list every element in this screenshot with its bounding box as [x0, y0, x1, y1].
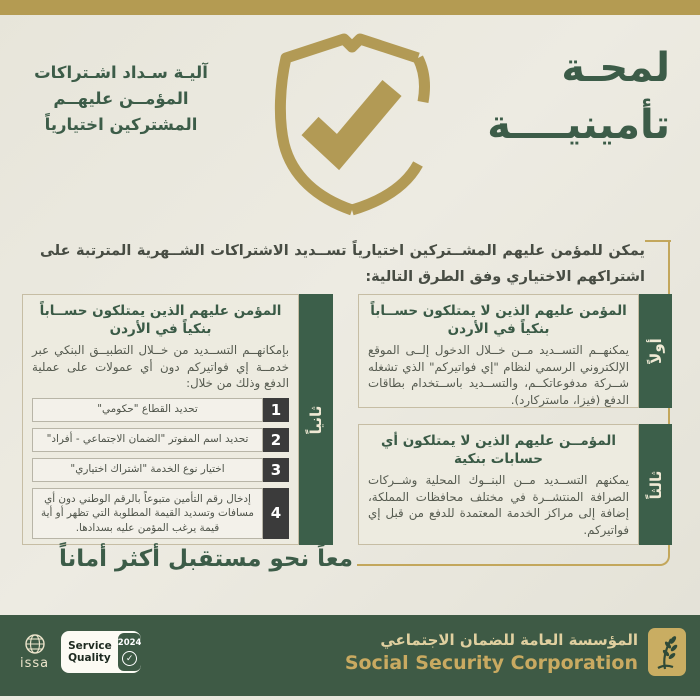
gold-bracket-tick — [645, 240, 671, 242]
org-name-english: Social Security Corporation — [344, 651, 638, 674]
badge-year-panel — [118, 633, 141, 671]
section-first — [358, 294, 672, 408]
footer-left-group — [20, 631, 141, 673]
service-quality-label — [61, 631, 116, 673]
section-first-title: المؤمن عليهم الذين لا يمتلكون حســاباً بنكياً في الأردن — [370, 303, 627, 337]
section-first-body: يمكنهــم التســديد مــن خــلال الدخول إلــى الموقع الإلكتروني الرسمي لنظام "إي فواتيركم" الذي تشغله شــركة مدفوعاتكــم، والتســديد باســتخدام بطاقات الدفع (فيزا، ماستركارد). — [368, 343, 629, 407]
org-identity — [345, 628, 686, 676]
brand-word-1: لمحـة — [561, 45, 670, 91]
top-gold-strip — [0, 0, 700, 15]
shield-check-icon — [272, 26, 432, 218]
brand-title — [487, 40, 670, 154]
section-third-body: يمكنهم التســديد مــن البنــوك المحلية وشــركات الصرافة المنتشــرة في مختلف محافظات المملكة، إضافة إلى مراكز الخدمة المعتمدة للدفع من قبل إي فواتيركم. — [368, 473, 629, 537]
step-number-4: 4 — [263, 488, 289, 540]
section-second-tab — [299, 294, 333, 545]
page-title-line: المشتركين اختيارياً — [44, 115, 198, 134]
section-first-tab-label: أولاً — [646, 338, 665, 364]
service-quality-badge — [61, 631, 141, 673]
org-logo — [648, 628, 686, 676]
section-third-tab — [639, 424, 672, 545]
footer-bar — [0, 615, 700, 696]
step-text-3: اختيار نوع الخدمة "اشتراك اختياري" — [32, 458, 263, 482]
section-first-tab — [639, 294, 672, 408]
section-second-body: بإمكانهــم التســديد من خــلال التطبيــق البنكي عبر خدمــة إي فواتيركم دون أي عمولات على عملية الدفع وذلك من خلال: — [32, 343, 289, 390]
step-text-2: تحديد اسم المفوتر "الضمان الاجتماعي - أفراد" — [32, 428, 263, 452]
step-text-1: تحديد القطاع "حكومي" — [32, 398, 263, 422]
step-text-4: إدخال رقم التأمين متبوعاً بالرقم الوطني دون أي مسافات وتسديد القيمة المطلوبة التي تظهر أو أية قيمة يرغب المؤمن عليه بسدادها. — [32, 488, 263, 540]
page-title — [25, 60, 217, 138]
page-title-line: المؤمــن عليهــم — [53, 89, 189, 108]
section-second — [22, 294, 333, 545]
section-second-tab-label: ثانياً — [307, 405, 325, 434]
section-third-content — [358, 424, 639, 545]
issa-logo — [20, 633, 49, 671]
section-second-title: المؤمن عليهم الذين يمتلكون حســاباً بنكياً في الأردن — [39, 303, 282, 337]
step-number-2: 2 — [263, 428, 289, 452]
step-row-3 — [32, 458, 289, 482]
step-row-4 — [32, 488, 289, 540]
section-third — [358, 424, 672, 545]
section-third-tab-label: ثالثاً — [646, 470, 665, 499]
section-second-content — [22, 294, 299, 545]
globe-icon — [24, 633, 46, 655]
section-third-title: المؤمــن عليهم الذين لا يمتلكون أي حسابات بنكية — [381, 433, 616, 467]
intro-text: يمكن للمؤمن عليهم المشــتركين اختيارياً تســديد الاشتراكات الشــهرية المترتبة على اشتراكهم الاختياري وفق الطرق التالية: — [40, 243, 645, 285]
org-text — [345, 631, 638, 674]
plant-icon — [652, 633, 682, 671]
badge-check-icon: ✓ — [122, 651, 137, 666]
badge-word-service: Service — [68, 639, 112, 652]
step-row-1 — [32, 398, 289, 422]
issa-label: issa — [20, 656, 50, 671]
step-number-1: 1 — [263, 398, 289, 422]
page-title-line: آليـة سـداد اشـتراكات — [34, 63, 208, 82]
org-name-arabic: المؤسسة العامة للضمان الاجتماعي — [380, 630, 638, 649]
brand-word-2: تأمينيــــة — [487, 102, 670, 148]
badge-year: 2024 — [117, 638, 142, 648]
step-row-2 — [32, 428, 289, 452]
tagline: معاً نحو مستقبل أكثر أماناً — [58, 546, 353, 572]
step-number-3: 3 — [263, 458, 289, 482]
section-first-content — [358, 294, 639, 408]
badge-word-quality: Quality — [68, 652, 111, 664]
